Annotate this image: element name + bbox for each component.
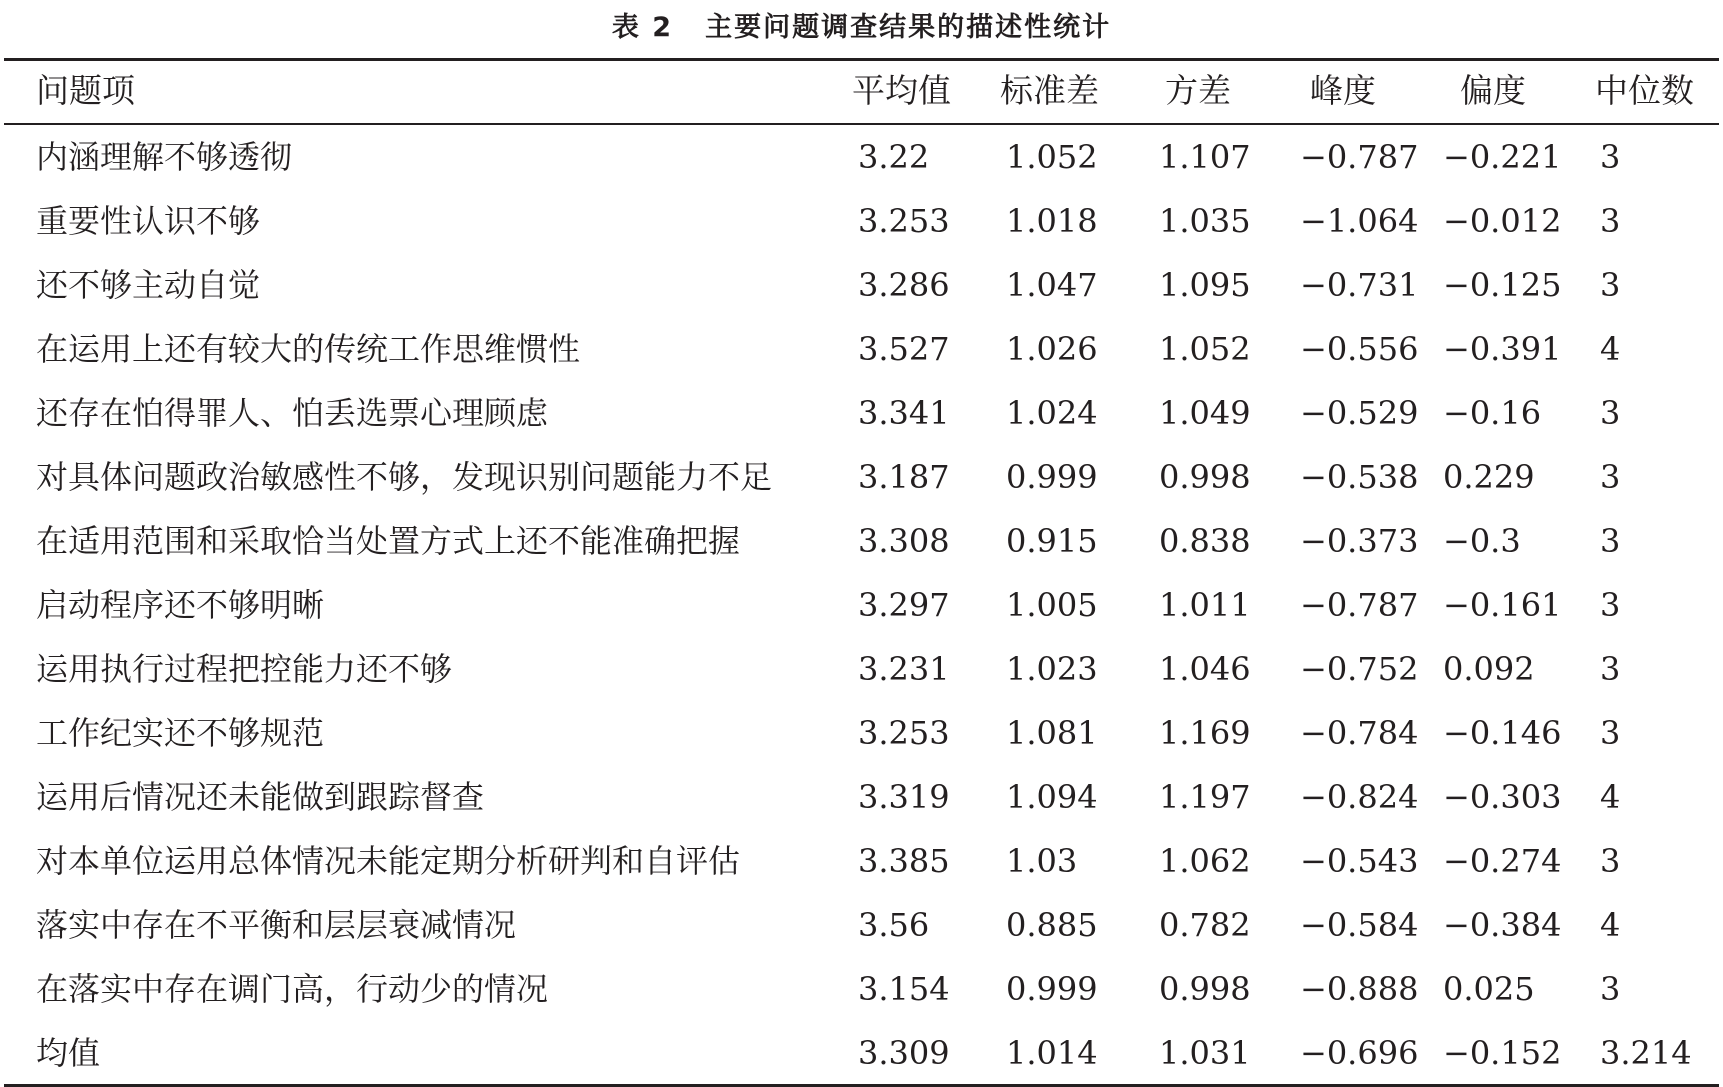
cell-skewness: −0.125 — [1443, 266, 1562, 304]
cell-std: 1.047 — [1006, 266, 1098, 304]
table-row — [0, 381, 1723, 445]
cell-skewness: −0.146 — [1443, 714, 1562, 752]
cell-item: 在落实中存在调门高，行动少的情况 — [36, 970, 549, 1008]
cell-skewness: −0.391 — [1443, 330, 1562, 368]
cell-std: 0.999 — [1006, 458, 1098, 496]
cell-std: 1.023 — [1006, 650, 1098, 688]
header-skewness: 偏度 — [1460, 71, 1526, 110]
cell-item: 启动程序还不够明晰 — [36, 586, 325, 624]
table-number: 表 2 — [611, 11, 674, 43]
cell-mean: 3.341 — [858, 394, 950, 432]
header-std: 标准差 — [1000, 71, 1099, 110]
cell-skewness: −0.012 — [1443, 202, 1562, 240]
cell-kurtosis: −0.787 — [1300, 138, 1419, 176]
cell-kurtosis: −0.731 — [1300, 266, 1419, 304]
cell-kurtosis: −0.556 — [1300, 330, 1419, 368]
cell-variance: 0.782 — [1159, 906, 1251, 944]
table-row — [0, 637, 1723, 701]
cell-mean: 3.297 — [858, 586, 950, 624]
cell-item: 在适用范围和采取恰当处置方式上还不能准确把握 — [36, 522, 741, 560]
cell-median: 3 — [1600, 714, 1621, 752]
cell-median: 3 — [1600, 522, 1621, 560]
cell-kurtosis: −0.373 — [1300, 522, 1419, 560]
cell-item: 对本单位运用总体情况未能定期分析研判和自评估 — [36, 842, 741, 880]
cell-kurtosis: −0.888 — [1300, 970, 1419, 1008]
cell-kurtosis: −0.584 — [1300, 906, 1419, 944]
table-row — [0, 317, 1723, 381]
cell-median: 3 — [1600, 138, 1621, 176]
cell-variance: 1.049 — [1159, 394, 1251, 432]
table-header-row — [0, 59, 1723, 123]
cell-median: 3 — [1600, 970, 1621, 1008]
cell-kurtosis: −0.784 — [1300, 714, 1419, 752]
cell-item: 运用后情况还未能做到跟踪督查 — [36, 778, 485, 816]
header-kurtosis: 峰度 — [1310, 71, 1376, 110]
cell-item: 还不够主动自觉 — [36, 266, 261, 304]
cell-variance: 1.046 — [1159, 650, 1251, 688]
cell-skewness: −0.161 — [1443, 586, 1562, 624]
cell-mean: 3.56 — [858, 906, 930, 944]
table-row — [0, 701, 1723, 765]
cell-mean: 3.154 — [858, 970, 950, 1008]
cell-mean: 3.385 — [858, 842, 950, 880]
table-row — [0, 573, 1723, 637]
cell-std: 1.026 — [1006, 330, 1098, 368]
cell-std: 1.03 — [1006, 842, 1078, 880]
cell-item: 在运用上还有较大的传统工作思维惯性 — [36, 330, 581, 368]
cell-item: 内涵理解不够透彻 — [36, 138, 293, 176]
header-variance: 方差 — [1165, 71, 1231, 110]
cell-item: 工作纪实还不够规范 — [36, 714, 325, 752]
header-item: 问题项 — [36, 71, 135, 110]
cell-std: 1.094 — [1006, 778, 1098, 816]
table-row — [0, 829, 1723, 893]
cell-median: 3 — [1600, 202, 1621, 240]
cell-variance: 0.998 — [1159, 458, 1251, 496]
cell-skewness: −0.303 — [1443, 778, 1562, 816]
table-row — [0, 445, 1723, 509]
cell-median: 4 — [1600, 778, 1621, 816]
table-row — [0, 253, 1723, 317]
cell-kurtosis: −0.529 — [1300, 394, 1419, 432]
cell-skewness: −0.384 — [1443, 906, 1562, 944]
table-row — [0, 765, 1723, 829]
cell-std: 1.014 — [1006, 1034, 1098, 1072]
cell-std: 0.885 — [1006, 906, 1098, 944]
cell-variance: 1.035 — [1159, 202, 1251, 240]
cell-median: 3 — [1600, 842, 1621, 880]
cell-item: 均值 — [36, 1034, 101, 1072]
cell-variance: 1.169 — [1159, 714, 1251, 752]
cell-median: 3 — [1600, 586, 1621, 624]
cell-mean: 3.187 — [858, 458, 950, 496]
cell-skewness: 0.092 — [1443, 650, 1535, 688]
cell-mean: 3.253 — [858, 202, 950, 240]
cell-kurtosis: −0.824 — [1300, 778, 1419, 816]
cell-median: 4 — [1600, 330, 1621, 368]
cell-median: 4 — [1600, 906, 1621, 944]
cell-variance: 1.011 — [1159, 586, 1251, 624]
cell-median: 3 — [1600, 458, 1621, 496]
cell-mean: 3.286 — [858, 266, 950, 304]
cell-mean: 3.253 — [858, 714, 950, 752]
cell-mean: 3.319 — [858, 778, 950, 816]
cell-variance: 0.838 — [1159, 522, 1251, 560]
cell-variance: 1.052 — [1159, 330, 1251, 368]
cell-item: 落实中存在不平衡和层层衰减情况 — [36, 906, 517, 944]
cell-skewness: 0.229 — [1443, 458, 1535, 496]
cell-std: 1.024 — [1006, 394, 1098, 432]
cell-kurtosis: −0.543 — [1300, 842, 1419, 880]
cell-std: 1.052 — [1006, 138, 1098, 176]
cell-mean: 3.22 — [858, 138, 930, 176]
cell-median: 3 — [1600, 394, 1621, 432]
cell-variance: 1.062 — [1159, 842, 1251, 880]
cell-std: 0.915 — [1006, 522, 1098, 560]
table-title: 主要问题调查结果的描述性统计 — [705, 11, 1112, 43]
cell-std: 1.005 — [1006, 586, 1098, 624]
cell-variance: 1.197 — [1159, 778, 1251, 816]
cell-skewness: −0.16 — [1443, 394, 1542, 432]
cell-mean: 3.527 — [858, 330, 950, 368]
cell-skewness: −0.274 — [1443, 842, 1562, 880]
cell-median: 3 — [1600, 266, 1621, 304]
cell-kurtosis: −0.696 — [1300, 1034, 1419, 1072]
cell-variance: 0.998 — [1159, 970, 1251, 1008]
cell-std: 1.081 — [1006, 714, 1098, 752]
cell-variance: 1.107 — [1159, 138, 1251, 176]
cell-std: 0.999 — [1006, 970, 1098, 1008]
cell-skewness: −0.221 — [1443, 138, 1562, 176]
cell-std: 1.018 — [1006, 202, 1098, 240]
cell-kurtosis: −0.787 — [1300, 586, 1419, 624]
table-caption — [0, 2, 1723, 46]
cell-item: 运用执行过程把控能力还不够 — [36, 650, 453, 688]
table-row — [0, 125, 1723, 189]
cell-item: 重要性认识不够 — [36, 202, 261, 240]
cell-kurtosis: −0.538 — [1300, 458, 1419, 496]
table-row — [0, 509, 1723, 573]
cell-median: 3 — [1600, 650, 1621, 688]
cell-variance: 1.031 — [1159, 1034, 1251, 1072]
header-mean: 平均值 — [852, 71, 951, 110]
cell-variance: 1.095 — [1159, 266, 1251, 304]
cell-skewness: 0.025 — [1443, 970, 1535, 1008]
cell-item: 对具体问题政治敏感性不够，发现识别问题能力不足 — [36, 458, 773, 496]
cell-skewness: −0.152 — [1443, 1034, 1562, 1072]
table-row — [0, 893, 1723, 957]
table-row — [0, 189, 1723, 253]
cell-mean: 3.309 — [858, 1034, 950, 1072]
cell-mean: 3.231 — [858, 650, 950, 688]
cell-median: 3.214 — [1600, 1034, 1692, 1072]
cell-item: 还存在怕得罪人、怕丢选票心理顾虑 — [36, 394, 549, 432]
cell-mean: 3.308 — [858, 522, 950, 560]
table-summary-row — [0, 1021, 1723, 1085]
cell-kurtosis: −1.064 — [1300, 202, 1419, 240]
cell-kurtosis: −0.752 — [1300, 650, 1419, 688]
table-row — [0, 957, 1723, 1021]
cell-skewness: −0.3 — [1443, 522, 1521, 560]
header-median: 中位数 — [1595, 71, 1694, 110]
